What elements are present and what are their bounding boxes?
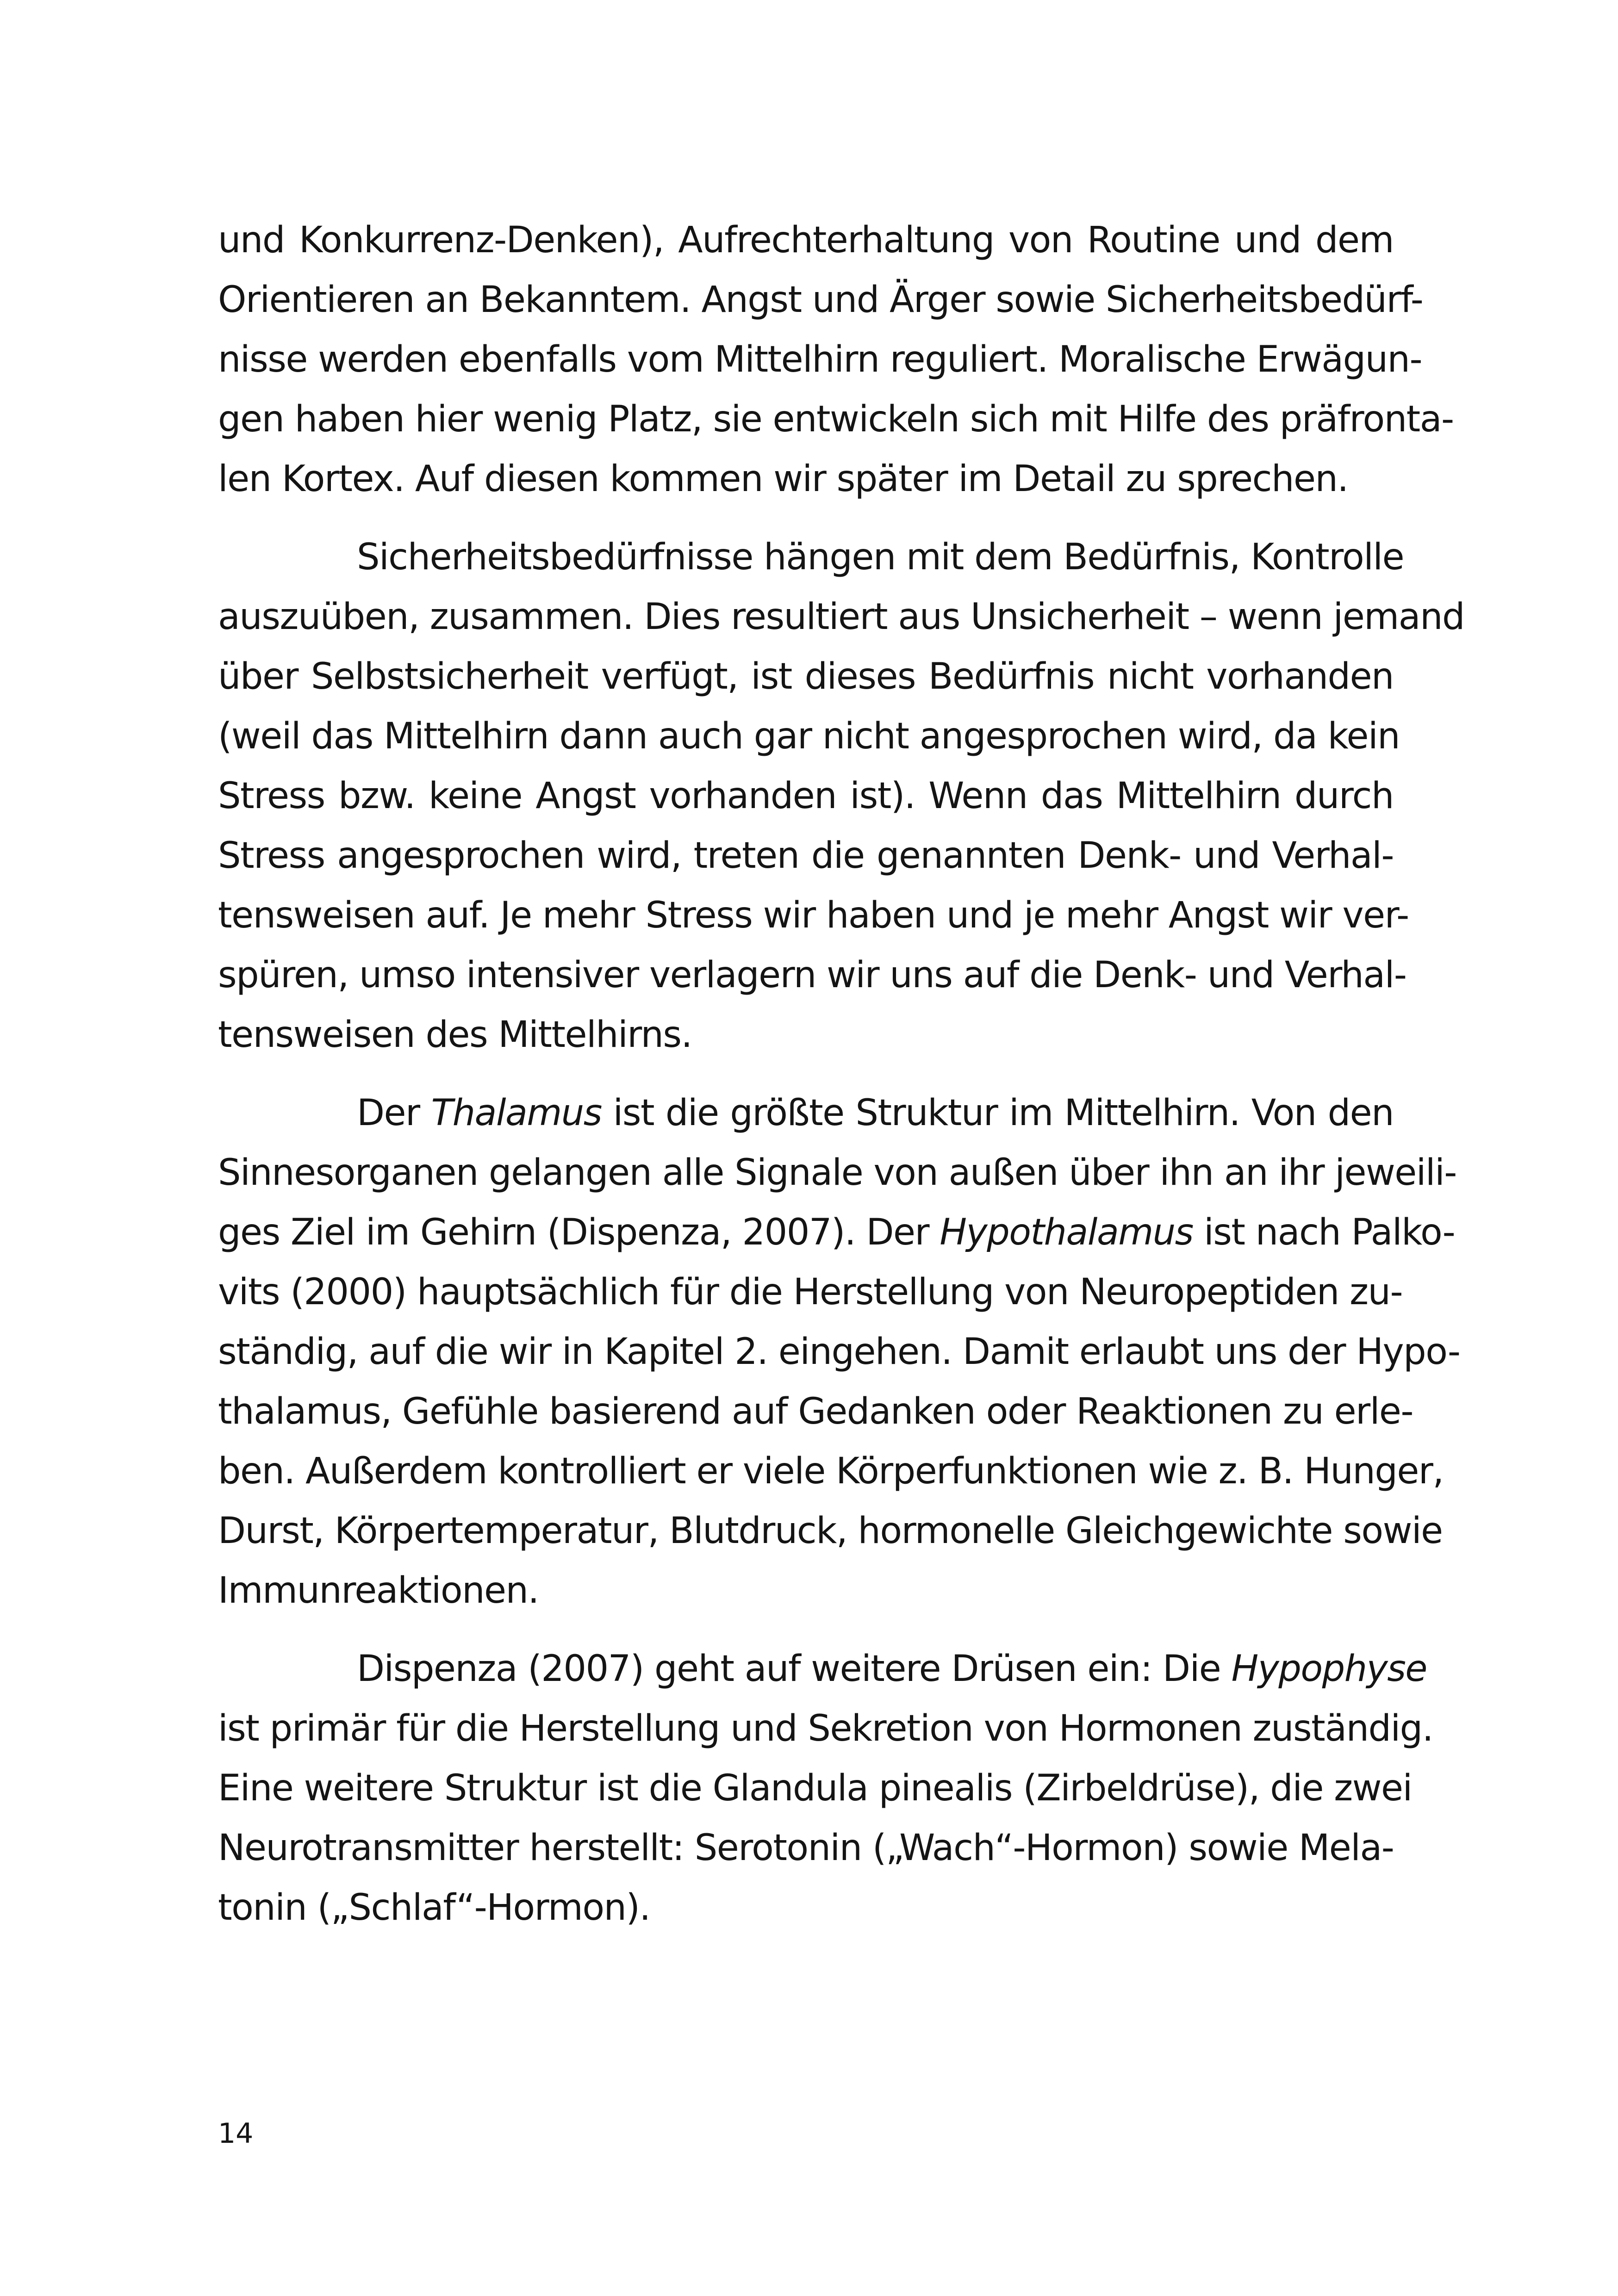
text-line	[218, 1501, 1443, 1561]
text-line	[218, 1005, 1394, 1065]
text-line	[218, 1083, 1394, 1143]
body-text	[218, 211, 1465, 1938]
text-line	[218, 449, 1394, 509]
text-line	[218, 886, 1409, 946]
text-run: Sicherheitsbedürfnisse hängen mit dem Bedürfnis, Kontrolle	[357, 536, 1404, 578]
text-run: Eine weitere Struktur ist die Glandula pinealis (Zirbeldrüse), die zwei	[218, 1767, 1412, 1809]
text-line	[218, 1382, 1413, 1442]
text-line	[218, 946, 1406, 1005]
paragraph	[218, 528, 1465, 1065]
text-line	[218, 766, 1394, 826]
text-run: ist nach Palko-	[1193, 1212, 1455, 1253]
paragraph	[218, 211, 1454, 509]
text-run: Stress bzw. keine Angst vorhanden ist). Wenn das Mittelhirn durch	[218, 775, 1394, 817]
text-line	[218, 1639, 1427, 1699]
text-run: thalamus, Gefühle basierend auf Gedanken oder Reaktionen zu erle-	[218, 1391, 1413, 1432]
text-run: ständig, auf die wir in Kapitel 2. eingehen. Damit erlaubt uns der Hypo-	[218, 1331, 1460, 1373]
text-run: über Selbstsicherheit verfügt, ist dieses Bedürfnis nicht vorhanden	[218, 656, 1394, 697]
text-run: und Konkurrenz-Denken), Aufrechterhaltung von Routine und dem	[218, 219, 1394, 261]
text-line	[218, 211, 1394, 270]
text-run: Dispenza (2007) geht auf weitere Drüsen ein: Die	[357, 1648, 1232, 1690]
text-line	[218, 707, 1400, 766]
text-line	[218, 1818, 1394, 1878]
text-line	[218, 390, 1454, 449]
text-run: len Kortex. Auf diesen kommen wir später im Detail zu sprechen.	[218, 458, 1348, 500]
text-line	[218, 1699, 1433, 1759]
text-run: ist die größte Struktur im Mittelhirn. Von den	[601, 1092, 1394, 1134]
text-run: Sinnesorganen gelangen alle Signale von außen über ihn an ihr jeweili-	[218, 1152, 1456, 1194]
text-run: nisse werden ebenfalls vom Mittelhirn reguliert. Moralische Erwägun-	[218, 339, 1422, 380]
text-line	[218, 1878, 1394, 1938]
text-line	[218, 1263, 1403, 1322]
text-line	[218, 587, 1465, 647]
text-run: tensweisen auf. Je mehr Stress wir haben und je mehr Angst wir ver-	[218, 895, 1409, 936]
text-run: ges Ziel im Gehirn (Dispenza, 2007). Der	[218, 1212, 940, 1253]
text-run: (weil das Mittelhirn dann auch gar nicht angesprochen wird, da kein	[218, 716, 1400, 757]
text-line	[218, 1203, 1455, 1263]
text-run: Der	[357, 1092, 431, 1134]
text-run: Immunreaktionen.	[218, 1570, 539, 1612]
text-run: Neurotransmitter herstellt: Serotonin („Wach“-Hormon) sowie Mela-	[218, 1827, 1394, 1869]
text-run: auszuüben, zusammen. Dies resultiert aus Unsicherheit – wenn jemand	[218, 596, 1465, 638]
text-run: Stress angesprochen wird, treten die genannten Denk- und Verhal-	[218, 835, 1394, 877]
text-line	[218, 1143, 1456, 1203]
text-run: spüren, umso intensiver verlagern wir uns auf die Denk- und Verhal-	[218, 954, 1406, 996]
italic-term: Hypophyse	[1231, 1648, 1427, 1690]
page-number: 14	[218, 2117, 254, 2150]
text-line	[218, 330, 1422, 390]
text-line	[218, 1442, 1444, 1501]
text-run: Durst, Körpertemperatur, Blutdruck, hormonelle Gleichgewichte sowie	[218, 1510, 1443, 1552]
text-run: gen haben hier wenig Platz, sie entwickeln sich mit Hilfe des präfronta-	[218, 398, 1454, 440]
text-line	[218, 1322, 1460, 1382]
text-run: tensweisen des Mittelhirns.	[218, 1014, 692, 1056]
text-run: vits (2000) hauptsächlich für die Herstellung von Neuropeptiden zu-	[218, 1271, 1403, 1313]
text-line	[218, 1561, 1394, 1621]
text-run: ist primär für die Herstellung und Sekretion von Hormonen zuständig.	[218, 1708, 1433, 1749]
italic-term: Hypothalamus	[940, 1212, 1193, 1253]
text-run: ben. Außerdem kontrolliert er viele Körperfunktionen wie z. B. Hunger,	[218, 1450, 1444, 1492]
text-run: tonin („Schlaf“-Hormon).	[218, 1887, 650, 1929]
paragraph	[218, 1639, 1433, 1938]
text-line	[218, 528, 1404, 587]
text-run: Orientieren an Bekanntem. Angst und Ärger sowie Sicherheitsbedürf-	[218, 279, 1423, 321]
text-line	[218, 826, 1394, 886]
text-line	[218, 647, 1394, 707]
text-line	[218, 270, 1423, 330]
paragraph	[218, 1083, 1460, 1621]
text-line	[218, 1759, 1412, 1818]
italic-term: Thalamus	[431, 1092, 602, 1134]
